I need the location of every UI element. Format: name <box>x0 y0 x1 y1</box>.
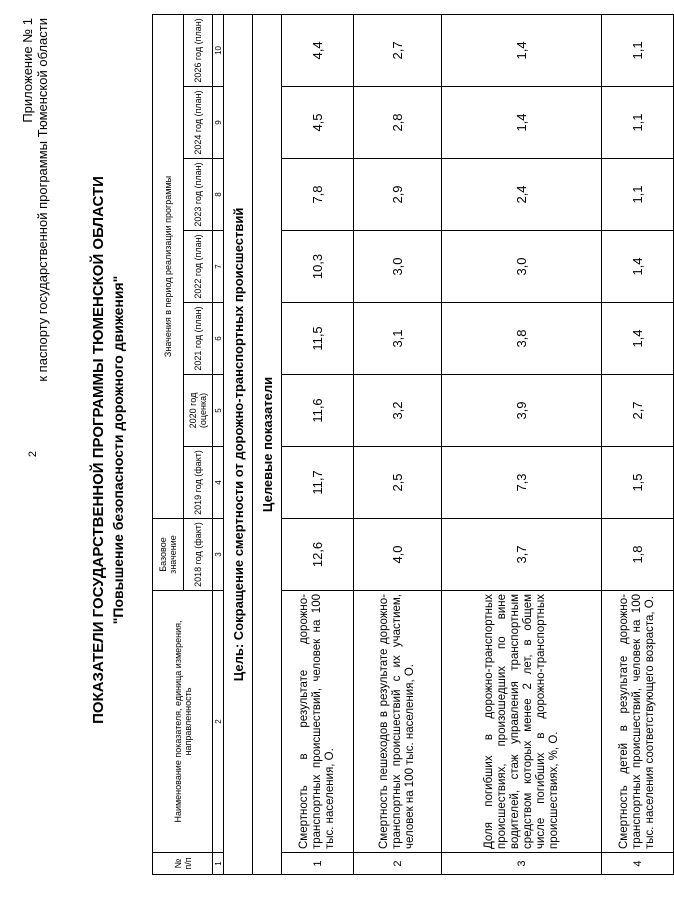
table-row <box>602 14 674 874</box>
column-number: 2 <box>213 591 224 853</box>
value-cell: 2,7 <box>354 14 442 86</box>
appendix-line-1: Приложение № 1 <box>20 18 35 123</box>
column-number: 10 <box>213 14 224 86</box>
row-number: 2 <box>354 853 442 875</box>
section-row <box>253 14 282 874</box>
column-number: 7 <box>213 231 224 303</box>
header-year: 2026 год (план) <box>184 14 213 86</box>
value-cell: 1,1 <box>602 87 674 159</box>
value-cell: 3,8 <box>442 303 602 375</box>
value-cell: 1,1 <box>602 14 674 86</box>
rotated-document <box>20 10 656 890</box>
row-number: 3 <box>442 853 602 875</box>
header-year: 2022 год (план) <box>184 231 213 303</box>
header-year: 2020 год (оценка) <box>184 375 213 447</box>
value-cell: 2,9 <box>354 159 442 231</box>
value-cell: 2,4 <box>442 159 602 231</box>
column-number: 9 <box>213 87 224 159</box>
indicators-table <box>152 14 674 875</box>
appendix-note <box>20 18 50 382</box>
value-cell: 1,4 <box>442 14 602 86</box>
document-title: ПОКАЗАТЕЛИ ГОСУДАРСТВЕННОЙ ПРОГРАММЫ ТЮМЕНСКОЙ ОБЛАСТИ <box>90 176 107 724</box>
value-cell: 7,8 <box>282 159 354 231</box>
value-cell: 1,5 <box>602 447 674 519</box>
header-year: 2024 год (план) <box>184 87 213 159</box>
table-row <box>354 14 442 874</box>
document-subtitle: "Повышение безопасности дорожного движения" <box>110 275 126 625</box>
indicator-name: Доля погибших в дорожно-транспортных происшествиях, произошедших по вине водителей, стаж управления транспортным средством которых менее 2 лет, в общем числе погибших в дорожно-транспортных происшествиях, %, О. <box>442 591 602 853</box>
column-number: 6 <box>213 303 224 375</box>
value-cell: 1,4 <box>442 87 602 159</box>
header-period: Значения в период реализации программы <box>153 14 184 518</box>
header-base: Базовое значение <box>153 519 184 591</box>
row-number: 1 <box>282 853 354 875</box>
table-row <box>442 14 602 874</box>
value-cell: 1,4 <box>602 231 674 303</box>
value-cell: 7,3 <box>442 447 602 519</box>
column-number: 4 <box>213 447 224 519</box>
value-cell: 3,1 <box>354 303 442 375</box>
value-cell: 12,6 <box>282 519 354 591</box>
value-cell: 2,7 <box>602 375 674 447</box>
value-cell: 2,8 <box>354 87 442 159</box>
table-row <box>282 14 354 874</box>
value-cell: 11,6 <box>282 375 354 447</box>
value-cell: 3,0 <box>354 231 442 303</box>
value-cell: 11,7 <box>282 447 354 519</box>
value-cell: 1,4 <box>602 303 674 375</box>
value-cell: 1,8 <box>602 519 674 591</box>
header-year: 2018 год (факт) <box>184 519 213 591</box>
header-name: Наименование показателя, единица измерения, направленность <box>153 591 213 853</box>
column-number-row <box>213 14 224 874</box>
value-cell: 4,0 <box>354 519 442 591</box>
column-number: 3 <box>213 519 224 591</box>
value-cell: 3,0 <box>442 231 602 303</box>
row-number: 4 <box>602 853 674 875</box>
header-num: № п/п <box>153 853 213 875</box>
value-cell: 3,2 <box>354 375 442 447</box>
value-cell: 3,9 <box>442 375 602 447</box>
value-cell: 3,7 <box>442 519 602 591</box>
value-cell: 2,5 <box>354 447 442 519</box>
indicator-name: Смертность пешеходов в результате дорожно-транспортных происшествий с их участием, человек на 100 тыс. населения, О. <box>354 591 442 853</box>
header-year: 2021 год (план) <box>184 303 213 375</box>
column-number: 1 <box>213 853 224 875</box>
value-cell: 1,1 <box>602 159 674 231</box>
goal-heading: Цель: Сокращение смертности от дорожно-транспортных происшествий <box>224 14 253 874</box>
header-row-1 <box>153 14 184 874</box>
value-cell: 4,5 <box>282 87 354 159</box>
value-cell: 4,4 <box>282 14 354 86</box>
indicator-name: Смертность детей в результате дорожно-транспортных происшествий, человек на 100 тыс. населения соответствующего возраста, О. <box>602 591 674 853</box>
indicator-name: Смертность в результате дорожно-транспортных происшествий, человек на 100 тыс. населения, О. <box>282 591 354 853</box>
column-number: 8 <box>213 159 224 231</box>
column-number: 5 <box>213 375 224 447</box>
value-cell: 10,3 <box>282 231 354 303</box>
value-cell: 11,5 <box>282 303 354 375</box>
header-year: 2023 год (план) <box>184 159 213 231</box>
page-number: 2 <box>27 450 40 458</box>
appendix-line-2: к паспорту государственной программы Тюменской области <box>35 18 50 382</box>
goal-row <box>224 14 253 874</box>
section-heading: Целевые показатели <box>253 14 282 874</box>
header-year: 2019 год (факт) <box>184 447 213 519</box>
